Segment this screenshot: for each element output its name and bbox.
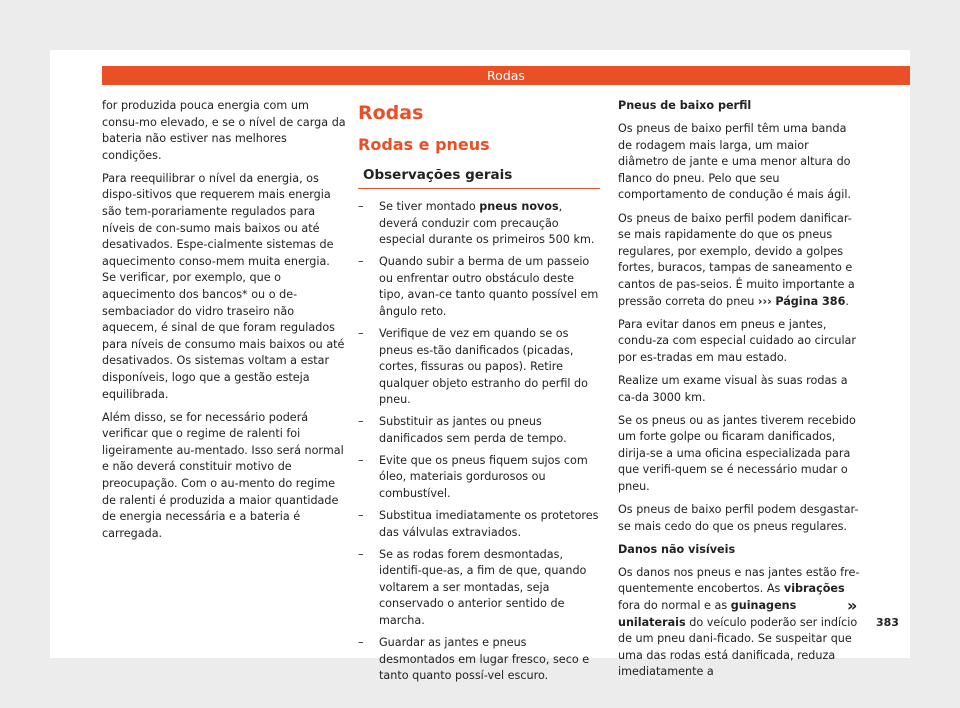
list-item: [358, 635, 600, 685]
continue-arrow-icon: »: [847, 596, 858, 615]
paragraph-text: Os pneus de baixo perfil podem danificar-se mais rapidamente do que os pneus regulares, por exemplo, devido a golpes fortes, buracos, tampas de saneamento e cantos de pas-seios. É muito importante a pressão correta do pneu: [618, 211, 855, 308]
list-item: [358, 254, 600, 320]
paragraph: Para evitar danos em pneus e jantes, condu-za com especial cuidado ao circular por es-tradas em mau estado.: [618, 317, 857, 364]
list-text: Guardar as jantes e pneus desmontados em lugar fresco, seco e tanto quanto possí-vel escuro.: [379, 635, 590, 683]
page-reference-arrows: ›››: [757, 294, 772, 308]
list-item: [358, 326, 600, 409]
paragraph-text: do veículo poderão ser indício de um pneu dani-ficado. Se suspeitar que uma das rodas está danificada, reduza imediatamente a: [618, 615, 858, 679]
paragraph: [618, 565, 860, 681]
section-title: Rodas: [358, 102, 424, 124]
list-item: [358, 547, 600, 630]
left-column: [102, 98, 347, 549]
emphasis: pneus novos: [479, 200, 559, 213]
list-text: Se tiver montado: [379, 200, 480, 213]
list-text: Substitua imediatamente os protetores das válvulas extraviados.: [379, 509, 599, 539]
list-text: , deverá conduzir com precaução especial durante os primeiros 500 km.: [379, 200, 595, 247]
dash-marker: –: [358, 509, 364, 523]
paragraph: Se os pneus ou as jantes tiverem recebido um forte golpe ou ficaram danificados, dirija-se a uma oficina especializada para que verifi-quem se é necessário mudar o pneu.: [618, 413, 856, 493]
paragraph: [618, 211, 860, 311]
list-item: [358, 453, 600, 503]
dash-marker: –: [358, 255, 364, 269]
emphasis: vibrações: [783, 582, 845, 596]
list-text: Se as rodas forem desmontadas, identifi-que-as, a fim de que, quando voltarem a ser montadas, seja conservado o anterior sentido de marcha.: [379, 547, 587, 627]
subheading-low-profile-tyres: Pneus de baixo perfil: [618, 99, 752, 112]
dash-marker: –: [358, 415, 364, 429]
emphasis: guinagens unilaterais: [618, 599, 797, 629]
list-item: [358, 414, 600, 447]
dash-marker: –: [358, 453, 364, 467]
list-text: Verifique de vez em quando se os pneus es-tão danificados (picadas, cortes, fissuras ou papos). Retire qualquer objeto estranho do perfil do pneu.: [379, 326, 588, 407]
page-reference-link[interactable]: Página 386: [775, 294, 846, 308]
dash-marker: –: [358, 547, 364, 561]
paragraph: Os pneus de baixo perfil têm uma banda de rodagem mais larga, um maior diâmetro de jante e uma menor altura do flanco do pneu. Pelo que seu comportamento de condução é mais ágil.: [618, 122, 851, 202]
dash-marker: –: [358, 326, 364, 340]
list-text: Substituir as jantes ou pneus danificados sem perda de tempo.: [379, 415, 567, 445]
paragraph-text: .: [845, 294, 849, 308]
subheading-hidden-damage: Danos não visíveis: [618, 542, 736, 556]
manual-page: [50, 50, 910, 683]
list-text: Quando subir a berma de um passeio ou enfrentar outro obstáculo deste tipo, avan-ce tanto quanto possível em ângulo reto.: [379, 255, 599, 318]
right-column: [618, 98, 860, 688]
paragraph: Além disso, se for necessário poderá verificar que o regime de ralenti foi ligeiramente au-mentado. Isso será normal e não deverá constituir motivo de preocupação. Com o au-mento do regime de ralenti é produzida a maior quantidade de energia necessária e a bateria é carregada.: [102, 410, 344, 540]
paragraph-text: Os danos nos pneus e nas jantes estão fre-quentemente encobertos. As: [618, 565, 860, 596]
paragraph: Realize um exame visual às suas rodas a ca-da 3000 km.: [618, 373, 848, 404]
bullet-list: [358, 199, 600, 685]
chapter-header: Rodas: [102, 66, 910, 85]
paragraph-text: fora do normal e as: [618, 599, 731, 613]
list-text: Evite que os pneus fiquem sujos com óleo, materiais gordurosos ou combustível.: [379, 453, 588, 501]
list-item: [358, 199, 600, 249]
paragraph: Para reequilibrar o nível da energia, os dispo-sitivos que requerem mais energia são tem-porariamente regulados para níveis de con-sumo mais baixos ou até desativados. Espe-cialmente sistemas de aquecimento conso-mem muita energia. Se verificar, por exemplo, que o aquecimento dos bancos* ou o de-sembaciador do vidro traseiro não aquecem, é sinal de que foram regulados para níveis de consumo mais baixos ou até desativados. Os sistemas voltam a estar disponíveis, logo que a gestão esteja equilibrada.: [102, 171, 345, 401]
dash-marker: –: [358, 635, 364, 649]
page-number: 383: [876, 616, 899, 629]
section-subtitle: Rodas e pneus: [358, 135, 490, 154]
middle-column: [358, 101, 600, 690]
subsection-heading: Observações gerais: [358, 166, 600, 189]
list-item: [358, 508, 600, 541]
paragraph: Os pneus de baixo perfil podem desgastar-se mais cedo do que os pneus regulares.: [618, 503, 859, 533]
dash-marker: –: [358, 200, 364, 213]
paragraph: for produzida pouca energia com um consu-mo elevado, e se o nível de carga da bateria não estiver nas melhores condições.: [102, 99, 346, 162]
